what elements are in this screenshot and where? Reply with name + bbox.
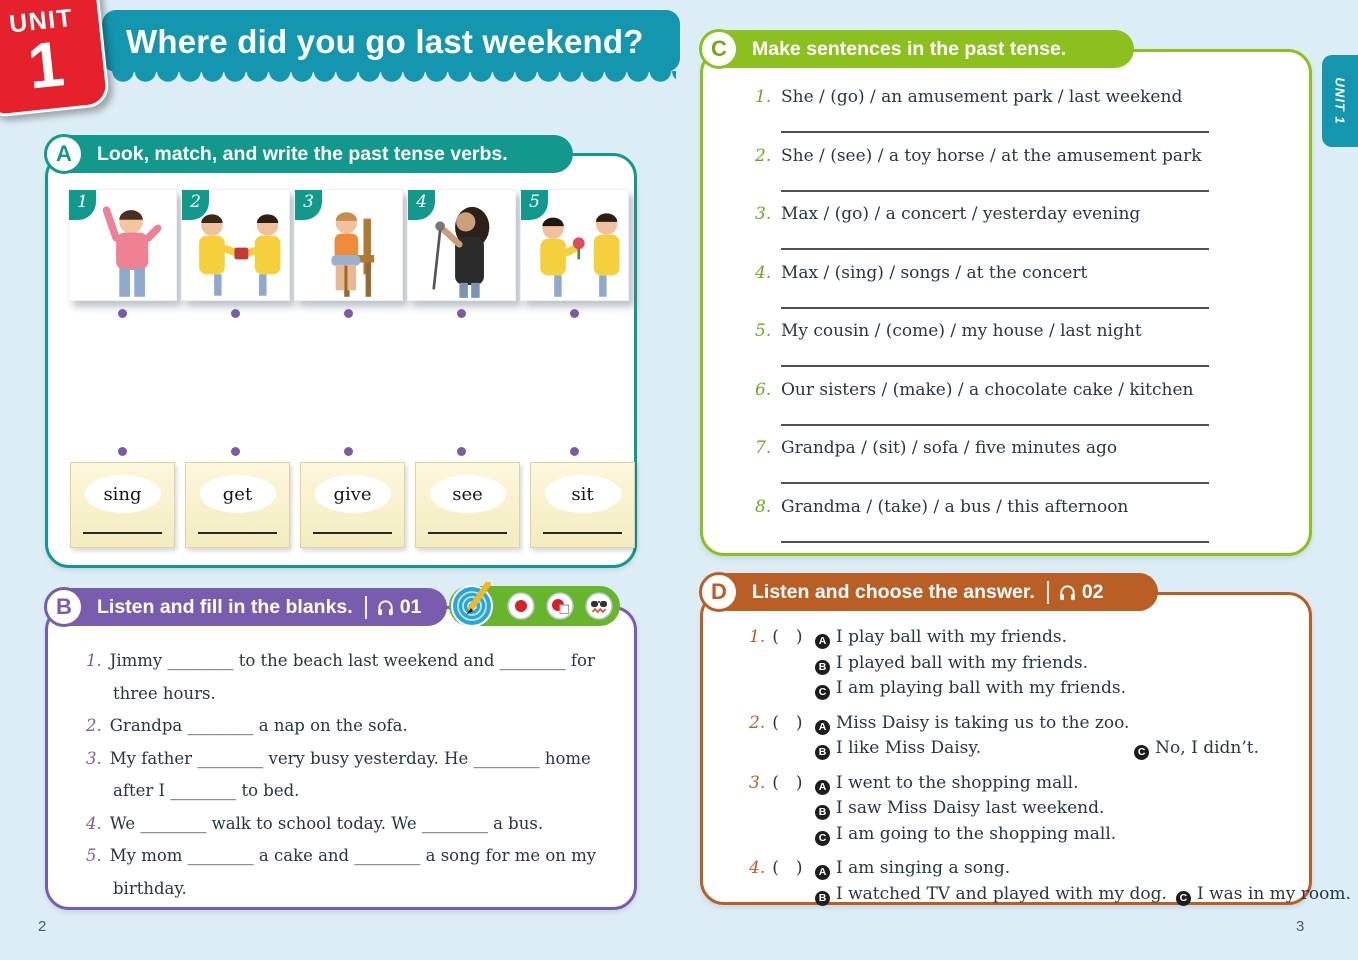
fill-in-item[interactable] [86,743,618,808]
option-line [815,625,1301,651]
section-a-title: Look, match, and write the past tense verbs. [97,142,508,165]
match-dots-bottom [68,447,629,456]
sentence-item [755,260,1285,319]
page-number-left: 2 [38,918,47,935]
section-d-items [749,625,1351,916]
spiral-pen-icon[interactable] [450,582,497,634]
answer-line[interactable] [781,528,1209,543]
sentence-item [755,143,1285,202]
page-title-banner [102,10,680,72]
audio-track-number: 02 [1081,580,1104,603]
item-text: She / (go) / an amusement park / last weekend [781,87,1183,107]
fill-in-item[interactable] [86,645,618,710]
fill-in-item[interactable] [86,840,618,905]
choice-item [749,625,1301,702]
option-lines [815,625,1301,702]
section-a-header [45,135,573,173]
option-text: I saw Miss Daisy last weekend. [836,798,1105,818]
section-c-items [755,84,1285,552]
headphones-icon [1058,584,1077,601]
section-c-title: Make sentences in the past tense. [752,37,1067,60]
item-number: 4. [755,262,772,283]
item-text: My cousin / (come) / my house / last night [781,321,1142,341]
paren-open: ( [772,858,779,878]
page-number-right: 3 [1296,918,1305,935]
record-icon[interactable] [507,592,535,625]
answer-slot[interactable] [749,856,815,907]
header-divider [365,596,367,619]
word-label: give [315,475,391,513]
word-card-row [70,462,635,548]
answer-option[interactable] [815,625,1067,651]
photo-card [520,189,629,301]
write-line[interactable] [543,532,622,534]
option-text: I am playing ball with my friends. [836,678,1126,698]
item-number: 5. [86,846,102,865]
unit-side-tab-label: UNIT 1 [1332,77,1348,125]
photo-number-tab: 1 [69,190,96,220]
photo-card [181,189,290,301]
write-line[interactable] [428,532,507,534]
section-d-panel [700,592,1351,905]
photo-number-tab: 3 [295,190,322,220]
option-lines [815,711,1301,762]
item-number: 4. [86,813,102,833]
answer-option[interactable] [815,856,1010,882]
item-number: 3. [749,772,766,793]
answer-slot[interactable] [749,771,815,848]
item-text: Grandma / (take) / a bus / this afternoon [781,496,1129,517]
answer-option[interactable] [815,651,1088,677]
option-line [815,822,1301,848]
answer-line[interactable] [781,352,1209,367]
item-number: 3. [86,748,102,768]
answer-line[interactable] [781,411,1209,426]
section-c-panel [700,49,1312,556]
answer-line[interactable] [781,469,1209,484]
option-text: I watched TV and played with my dog. [836,883,1167,904]
record-stop-icon[interactable] [546,592,574,625]
match-dots-top [68,309,629,318]
match-dot[interactable] [457,447,466,456]
section-a-badge: A [44,134,84,174]
sentence-item [755,84,1285,143]
section-c-header [700,30,1134,68]
option-line [815,856,1351,882]
sentence-item [755,435,1285,494]
option-lines [815,771,1301,848]
option-line [815,651,1301,677]
answer-option[interactable] [815,711,1129,737]
sentence-item [755,377,1285,436]
word-card [70,462,175,548]
option-letter-badge: C [815,685,830,700]
answer-slot[interactable] [749,625,815,702]
photo-row [68,189,629,301]
section-a-panel [45,153,637,568]
option-text: I am going to the shopping mall. [836,823,1117,844]
answer-option[interactable] [815,882,1167,908]
option-text: I was in my room. [1196,883,1351,904]
section-b-header [45,588,447,626]
word-card [300,462,405,548]
match-dot[interactable] [570,309,579,318]
option-line [815,771,1301,797]
item-number: 5. [755,321,772,341]
answer-line[interactable] [781,118,1209,133]
headphones-icon [376,599,395,616]
item-number: 1. [755,87,772,107]
section-b-panel [45,606,637,910]
answer-slot[interactable] [749,711,815,762]
write-line[interactable] [313,532,392,534]
item-number: 7. [755,438,772,458]
sentence-item [755,201,1285,260]
item-number: 1. [86,651,102,670]
word-card [415,462,520,548]
item-text: My father ________ very busy yesterday. He ________ home after I ________ to bed. [109,748,591,800]
answer-option[interactable] [815,822,1116,848]
unit-side-tab [1322,55,1358,147]
match-dot[interactable] [570,447,579,456]
unit-badge [0,0,110,118]
audio-track-number: 01 [399,595,422,618]
word-card [185,462,290,548]
paren-open: ( [772,627,779,647]
choice-item [749,771,1301,848]
voice-reader-icon[interactable] [585,592,613,625]
choice-item [749,856,1351,907]
option-line [815,711,1301,737]
section-b-items [86,645,618,905]
photo-card [68,189,177,301]
item-text: Max / (sing) / songs / at the concert [781,262,1088,283]
option-letter-badge: A [815,865,830,880]
item-text: Jimmy ________ to the beach last weekend and ________ for three hours. [109,651,595,703]
paren-close: ) [795,712,803,733]
match-dot[interactable] [118,309,127,318]
item-number: 2. [749,712,766,733]
word-card [530,462,635,548]
option-text: I play ball with my friends. [836,627,1068,647]
audio-toolbar [449,586,620,626]
answer-line[interactable] [781,235,1209,250]
answer-option[interactable] [815,676,1126,702]
photo-number-tab: 4 [408,190,435,220]
photo-card [407,189,516,301]
answer-option[interactable] [815,771,1079,797]
answer-option[interactable] [1134,736,1259,762]
answer-line[interactable] [781,177,1209,192]
sentence-item [755,494,1285,553]
word-label: sit [545,475,621,513]
item-text: We ________ walk to school today. We ________ a bus. [109,813,544,833]
unit-label: UNIT [7,3,75,39]
sentence-item [755,318,1285,377]
section-d-badge: D [699,572,739,612]
paren-open: ( [772,712,779,733]
unit-number: 1 [24,27,68,103]
item-number: 4. [749,858,766,878]
photo-number-tab: 2 [182,190,209,220]
section-d-header [700,573,1158,611]
section-b-title: Listen and fill in the blanks. [97,595,353,618]
paren-close: ) [795,772,803,793]
option-text: I played ball with my friends. [836,652,1088,673]
item-text: Grandpa ________ a nap on the sofa. [109,716,408,735]
item-number: 3. [755,204,772,224]
answer-option[interactable] [815,796,1104,822]
choice-item [749,711,1301,762]
photo-number-tab: 5 [521,190,548,220]
option-text: I am singing a song. [836,858,1011,878]
option-letter-badge: A [815,720,830,735]
match-dot[interactable] [231,447,240,456]
section-c-badge: C [699,29,739,69]
match-dot[interactable] [118,447,127,456]
item-text: She / (see) / a toy horse / at the amusement park [781,145,1202,166]
paren-close: ) [795,858,803,878]
match-dot[interactable] [344,447,353,456]
item-text: Our sisters / (make) / a chocolate cake / kitchen [781,379,1194,400]
item-text: Max / (go) / a concert / yesterday evening [781,204,1141,224]
page-title: Where did you go last weekend? [126,23,644,60]
write-line[interactable] [83,532,162,534]
paren-close: ) [795,627,803,647]
option-letter-badge: C [1134,745,1149,760]
item-number: 2. [755,145,772,166]
option-text: Miss Daisy is taking us to the zoo. [836,712,1130,733]
option-line [815,676,1301,702]
option-letter-badge: B [815,745,830,760]
section-d-title: Listen and choose the answer. [752,580,1035,603]
match-dot[interactable] [344,309,353,318]
option-line [815,736,1301,762]
option-letter-badge: C [1176,891,1191,906]
match-dot[interactable] [231,309,240,318]
option-text: No, I didn’t. [1155,738,1259,758]
item-number: 6. [755,379,772,400]
word-label: see [430,475,506,513]
option-letter-badge: B [815,891,830,906]
option-text: I like Miss Daisy. [836,738,982,758]
item-text: My mom ________ a cake and ________ a song for me on my birthday. [109,846,597,898]
answer-option[interactable] [815,736,981,762]
answer-option[interactable] [1176,882,1351,908]
item-number: 2. [86,716,102,735]
section-b-badge: B [44,587,84,627]
option-line [815,882,1351,908]
option-letter-badge: B [815,805,830,820]
option-letter-badge: B [815,660,830,675]
option-text: I went to the shopping mall. [836,772,1079,793]
item-text: Grandpa / (sit) / sofa / five minutes ago [781,438,1118,458]
item-number: 1. [749,627,766,647]
word-label: sing [85,475,161,513]
word-label: get [200,475,276,513]
fill-in-item[interactable] [86,808,618,841]
answer-line[interactable] [781,294,1209,309]
write-line[interactable] [198,532,277,534]
option-letter-badge: A [815,780,830,795]
paren-open: ( [772,772,779,793]
match-dot[interactable] [457,309,466,318]
option-lines [815,856,1351,907]
item-number: 8. [755,496,772,517]
option-line [815,796,1301,822]
option-letter-badge: C [815,831,830,846]
fill-in-item[interactable] [86,710,618,743]
photo-card [294,189,403,301]
header-divider [1047,581,1049,604]
option-letter-badge: A [815,634,830,649]
